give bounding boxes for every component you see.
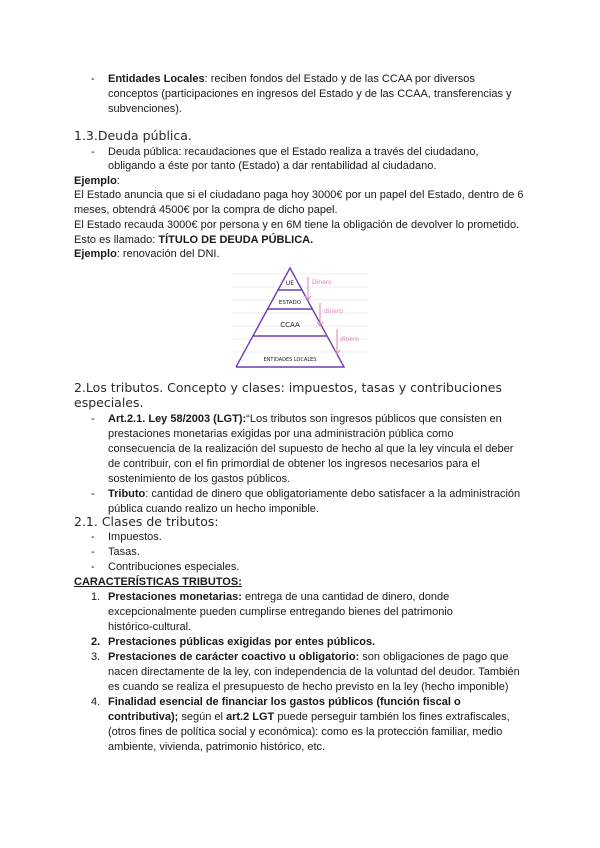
- clase-item: Contribuciones especiales.: [108, 561, 240, 573]
- heading-clases: 2.1. Clases de tributos:: [74, 514, 219, 529]
- deuda-line2: obligando a éste por tanto (Estado) a dar rentabilidad al ciudadano.: [108, 160, 437, 172]
- bullet-dash: -: [91, 73, 95, 85]
- item3-line3: es cuando se realiza el presupuesto de hecho previsto en la ley (hecho imponible): [108, 681, 509, 693]
- ejemplo-line3: El Estado recauda 3000€ por persona y en 6M tiene la obligación de devolver lo prometido.: [74, 219, 520, 231]
- bullet-dash: -: [91, 146, 95, 158]
- tributo-line1: Tributo: cantidad de dinero que obligatoriamente debo satisfacer a la administración: [108, 488, 521, 500]
- entidades-locales-line2: conceptos (participaciones en ingresos del Estado y de las CCAA, transferencias y: [108, 88, 512, 100]
- item-number: 1.: [91, 591, 101, 603]
- item2-line1: Prestaciones públicas exigidas por entes públicos.: [108, 636, 376, 648]
- ejemplo-line4: Esto es llamado: TÍTULO DE DEUDA PÚBLICA.: [74, 234, 314, 246]
- item4-line1: Finalidad esencial de financiar los gastos públicos (función fiscal o: [108, 696, 461, 708]
- item1-line1: Prestaciones monetarias: entrega de una cantidad de dinero, donde: [108, 591, 450, 603]
- ejemplo2: Ejemplo: renovación del DNI.: [74, 248, 220, 260]
- pyramid-level-ccaa: CCAA: [280, 321, 300, 329]
- item4-line2: contributiva); según el art.2 LGT puede perseguir también los fines extrafiscales,: [108, 711, 510, 723]
- pyramid-level-ue: UE: [285, 280, 295, 287]
- bullet-dash: -: [91, 488, 95, 500]
- art-line3: consecuencia de la realización del supuesto de hecho al que la ley vincula el deber: [108, 443, 514, 455]
- caracteristicas-title: CARACTERÍSTICAS TRIBUTOS:: [74, 576, 242, 588]
- item1-line3: histórico-cultural.: [108, 621, 192, 633]
- item3-line1: Prestaciones de carácter coactivo u obligatorio: son obligaciones de pago que: [108, 651, 509, 663]
- item-number: 4.: [91, 696, 101, 708]
- item4-line3: (otros fines de política social y económica): como es la protección familiar, medio: [108, 726, 503, 738]
- clase-item: Tasas.: [108, 546, 140, 558]
- bullet-dash: -: [91, 531, 95, 543]
- item4-line4: ambiente, vivienda, patrimonio histórico, etc.: [108, 741, 326, 753]
- art-line1: Art.2.1. Ley 58/2003 (LGT):“Los tributos son ingresos públicos que consisten en: [108, 413, 502, 425]
- art-line2: prestaciones monetarias exigidas por una administración pública como: [108, 428, 454, 440]
- entidades-locales-line3: subvenciones).: [108, 103, 182, 115]
- ejemplo-label: Ejemplo:: [74, 175, 120, 187]
- entidades-locales-line1: Entidades Locales: reciben fondos del Estado y de las CCAA por diversos: [108, 73, 475, 85]
- ejemplo-line1: El Estado anuncia que si el ciudadano paga hoy 3000€ por un papel del Estado, dentro de 6: [74, 189, 524, 201]
- bullet-dash: -: [91, 561, 95, 573]
- heading-tributos-line2: especiales.: [74, 395, 144, 410]
- item-number: 2.: [91, 636, 101, 648]
- heading-tributos-line1: 2.Los tributos. Concepto y clases: impuestos, tasas y contribuciones: [74, 380, 503, 395]
- art-line4: de contribuir, con el fin primordial de obtener los ingresos necesarios para el: [108, 458, 480, 470]
- bullet-dash: -: [91, 546, 95, 558]
- pyramid-diagram: [232, 263, 368, 371]
- arrow-label-1: Dinero: [312, 279, 332, 286]
- arrow-label-2: dinero: [324, 308, 343, 315]
- pyramid-arrows: [305, 277, 340, 354]
- clase-item: Impuestos.: [108, 531, 162, 543]
- art-line5: sostenimiento de los gastos públicos.: [108, 473, 291, 485]
- ejemplo-line2: meses, obtendrá 4500€ por la compra de dicho papel.: [74, 204, 338, 216]
- arrow-label-3: dinero: [340, 336, 359, 343]
- pyramid-level-entidades: ENTIDADES LOCALES: [263, 357, 317, 363]
- heading-deuda-publica: 1.3.Deuda pública.: [74, 128, 192, 143]
- item1-line2: excepcionalmente pueden cumplirse entregando bienes del patrimonio: [108, 606, 453, 618]
- tributo-line2: pública cuando realizo un hecho imponible.: [108, 503, 319, 515]
- deuda-line1: Deuda pública: recaudaciones que el Estado realiza a través del ciudadano,: [108, 146, 479, 158]
- pyramid-level-estado: ESTADO: [278, 300, 302, 306]
- item-number: 3.: [91, 651, 101, 663]
- bullet-dash: -: [91, 413, 95, 425]
- item3-line2: nacen directamente de la ley, con independencia de la voluntad del deudor. También: [108, 666, 520, 678]
